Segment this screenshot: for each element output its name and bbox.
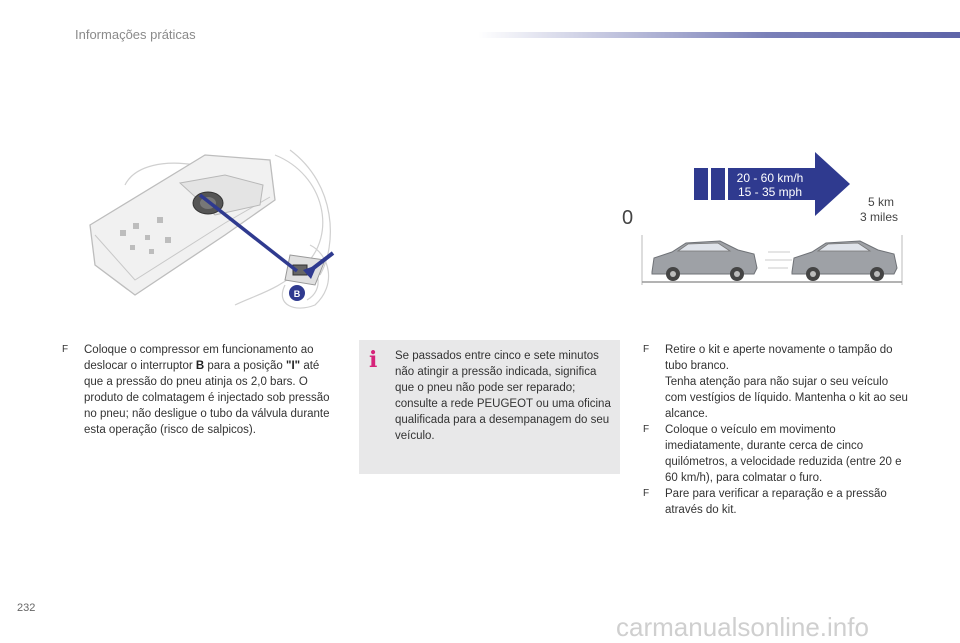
remove-kit-text: Retire o kit e aperte novamente o tampão do tubo branco. (665, 344, 893, 372)
list-item (643, 342, 908, 422)
car-icon-start (652, 241, 757, 281)
label-b-marker: B (293, 289, 301, 299)
bullet-marker: F (643, 424, 650, 435)
list-item (643, 422, 908, 486)
check-repair-text: Pare para verificar a reparação e a pressão através do kit. (665, 488, 887, 516)
info-icon: i (369, 347, 378, 373)
page-number: 232 (17, 602, 36, 614)
distance-km-label: 5 km (868, 195, 895, 209)
bullet-marker: F (643, 488, 650, 499)
page-header-title: Informações práticas (75, 27, 196, 42)
speed-distance-illustration (620, 140, 910, 290)
distance-miles-label: 3 miles (860, 210, 899, 224)
compressor-illustration (75, 145, 337, 313)
info-box-text: Se passados entre cinco e sete minutos não atingir a pressão indicada, significa que o pneu não pode ser reparado; consulte a rede PEUGEOT ou uma oficina qualificada para a desempanagem do seu veículo. (395, 350, 611, 442)
watermark-text: carmanualsonline.info (616, 612, 869, 642)
header-decorative-bar (478, 32, 960, 38)
bullet-marker: F (643, 344, 650, 355)
speed-kmh-label: 20 - 60 km/h (736, 171, 804, 185)
right-instruction-column (643, 342, 908, 518)
left-instruction-column (62, 342, 340, 438)
speed-mph-label: 15 - 35 mph (737, 185, 803, 199)
bullet-marker: F (62, 344, 69, 355)
compressor-instruction-text: Coloque o compressor em funcionamento ao deslocar o interruptor B para a posição "I" até que a pressão do pneu atinja os 2,0 bars. O produto de colmatagem é injectado sob pressão no pneu; não desligue o tubo da válvula durante esta operação (risco de salpicos). (84, 344, 330, 436)
list-item (643, 486, 908, 518)
car-icon-moving (792, 241, 897, 281)
drive-vehicle-text: Coloque o veículo em movimento imediatamente, durante cerca de cinco quilómetros, a velocidade reduzida (entre 20 e 60 km/h), para colmatar o furo. (665, 424, 902, 484)
remove-kit-extra-text: Tenha atenção para não sujar o seu veículo com vestígios de líquido. Mantenha o kit ao seu alcance. (665, 376, 908, 420)
start-zero-label: 0 (622, 207, 634, 229)
